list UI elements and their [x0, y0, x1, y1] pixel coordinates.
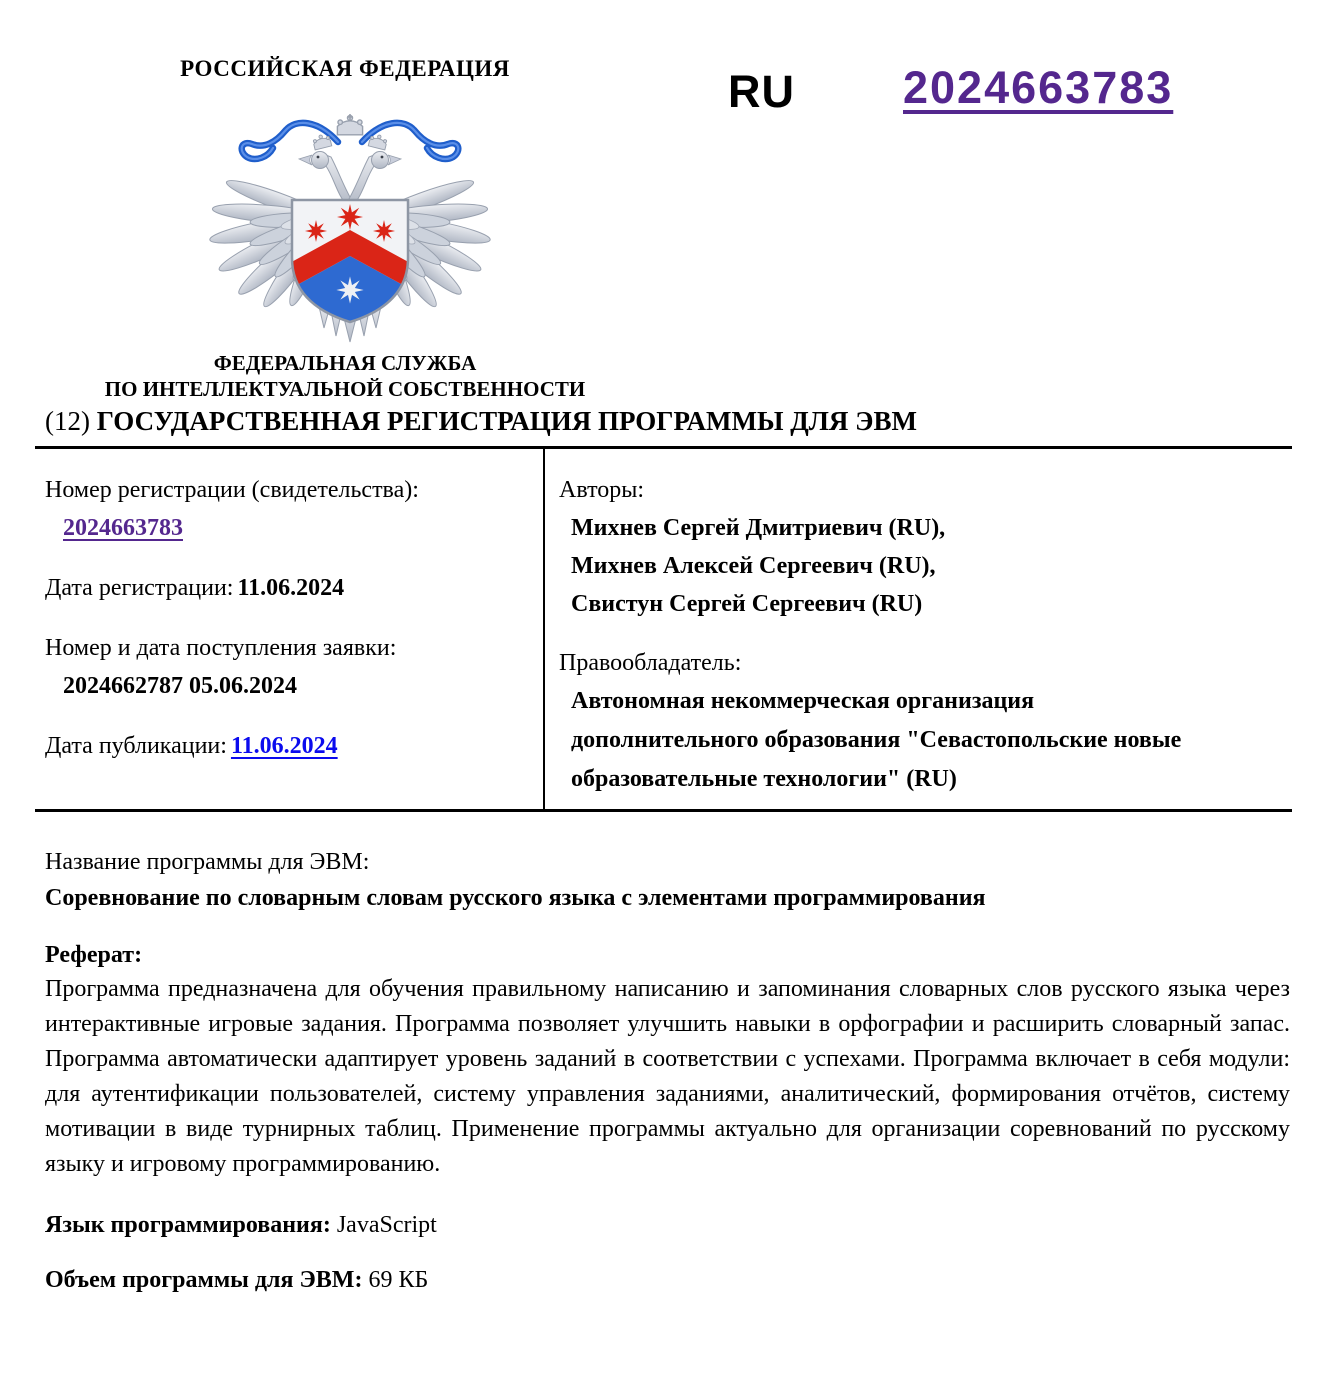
size-value: 69 КБ [368, 1267, 429, 1293]
reg-number-label: Номер регистрации (свидетельства): [45, 477, 419, 503]
agency-name [0, 350, 690, 402]
pub-date-group [45, 727, 535, 765]
agency-line1: ФЕДЕРАЛЬНАЯ СЛУЖБА [213, 351, 477, 375]
application-value: 2024662787 05.06.2024 [63, 673, 297, 699]
author-line: Михнев Сергей Дмитриевич (RU), [571, 515, 946, 541]
program-name-label: Название программы для ЭВМ: [45, 849, 370, 875]
page-header [0, 0, 1332, 400]
language-line [45, 1208, 1290, 1242]
program-name-value: Соревнование по словарным словам русского языка с элементами программирования [45, 885, 986, 911]
country-code: RU [728, 66, 795, 117]
doc-type-prefix: (12) [45, 406, 90, 436]
double-eagle-emblem [180, 104, 520, 344]
reg-date-label: Дата регистрации: [45, 575, 234, 601]
application-label: Номер и дата поступления заявки: [45, 635, 397, 661]
abstract-label: Реферат: [45, 942, 143, 968]
author-line: Свистун Сергей Сергеевич (RU) [571, 591, 923, 617]
registration-details-cell [35, 449, 545, 809]
application-group [45, 629, 535, 705]
reg-date-value: 11.06.2024 [237, 575, 345, 601]
holder-label: Правообладатель: [559, 650, 742, 676]
holder-value: Автономная некоммерческая организация дополнительного образования "Севастопольские новые образовательные технологии" (RU) [571, 688, 1182, 792]
program-name-block [45, 844, 1290, 916]
country-header: РОССИЙСКАЯ ФЕДЕРАЦИЯ [180, 56, 510, 81]
authors-label: Авторы: [559, 477, 645, 503]
reg-number-group [45, 471, 535, 547]
language-label: Язык программирования: [45, 1212, 331, 1238]
abstract-text: Программа предназначена для обучения правильному написанию и запоминания словарных слов русского языка через интерактивные игровые задания. Программа позволяет улучшить навыки в орфографии и расширить словарный запас. Программа автоматически адаптирует уровень заданий в соответствии с успехами. Программа включает в себя модули: для аутентификации пользователей, систему управления заданиями, аналитический, формирования отчётов, систему мотивации в виде турнирных таблиц. Применение программы актуально для организации соревнований по русскому языку и игровому программированию. [45, 976, 1290, 1177]
size-label: Объем программы для ЭВМ: [45, 1267, 363, 1293]
registration-info-table [35, 446, 1292, 812]
rospatent-emblem [180, 104, 520, 344]
author-line: Михнев Алексей Сергеевич (RU), [571, 553, 936, 579]
reg-date-group [45, 569, 535, 607]
document-type-title [45, 404, 1292, 438]
pub-date-label: Дата публикации: [45, 733, 227, 759]
doc-type-text: ГОСУДАРСТВЕННАЯ РЕГИСТРАЦИЯ ПРОГРАММЫ ДЛЯ ЭВМ [96, 406, 917, 436]
size-line [45, 1263, 1290, 1297]
registration-number-link[interactable]: 2024663783 [63, 515, 183, 541]
publication-date-link[interactable]: 11.06.2024 [230, 733, 338, 759]
agency-line2: ПО ИНТЕЛЛЕКТУАЛЬНОЙ СОБСТВЕННОСТИ [104, 377, 586, 401]
language-value: JavaScript [336, 1212, 437, 1238]
authors-holder-cell [545, 449, 1292, 809]
registration-number-link-top[interactable]: 2024663783 [903, 62, 1174, 113]
certificate-body [45, 844, 1290, 1297]
